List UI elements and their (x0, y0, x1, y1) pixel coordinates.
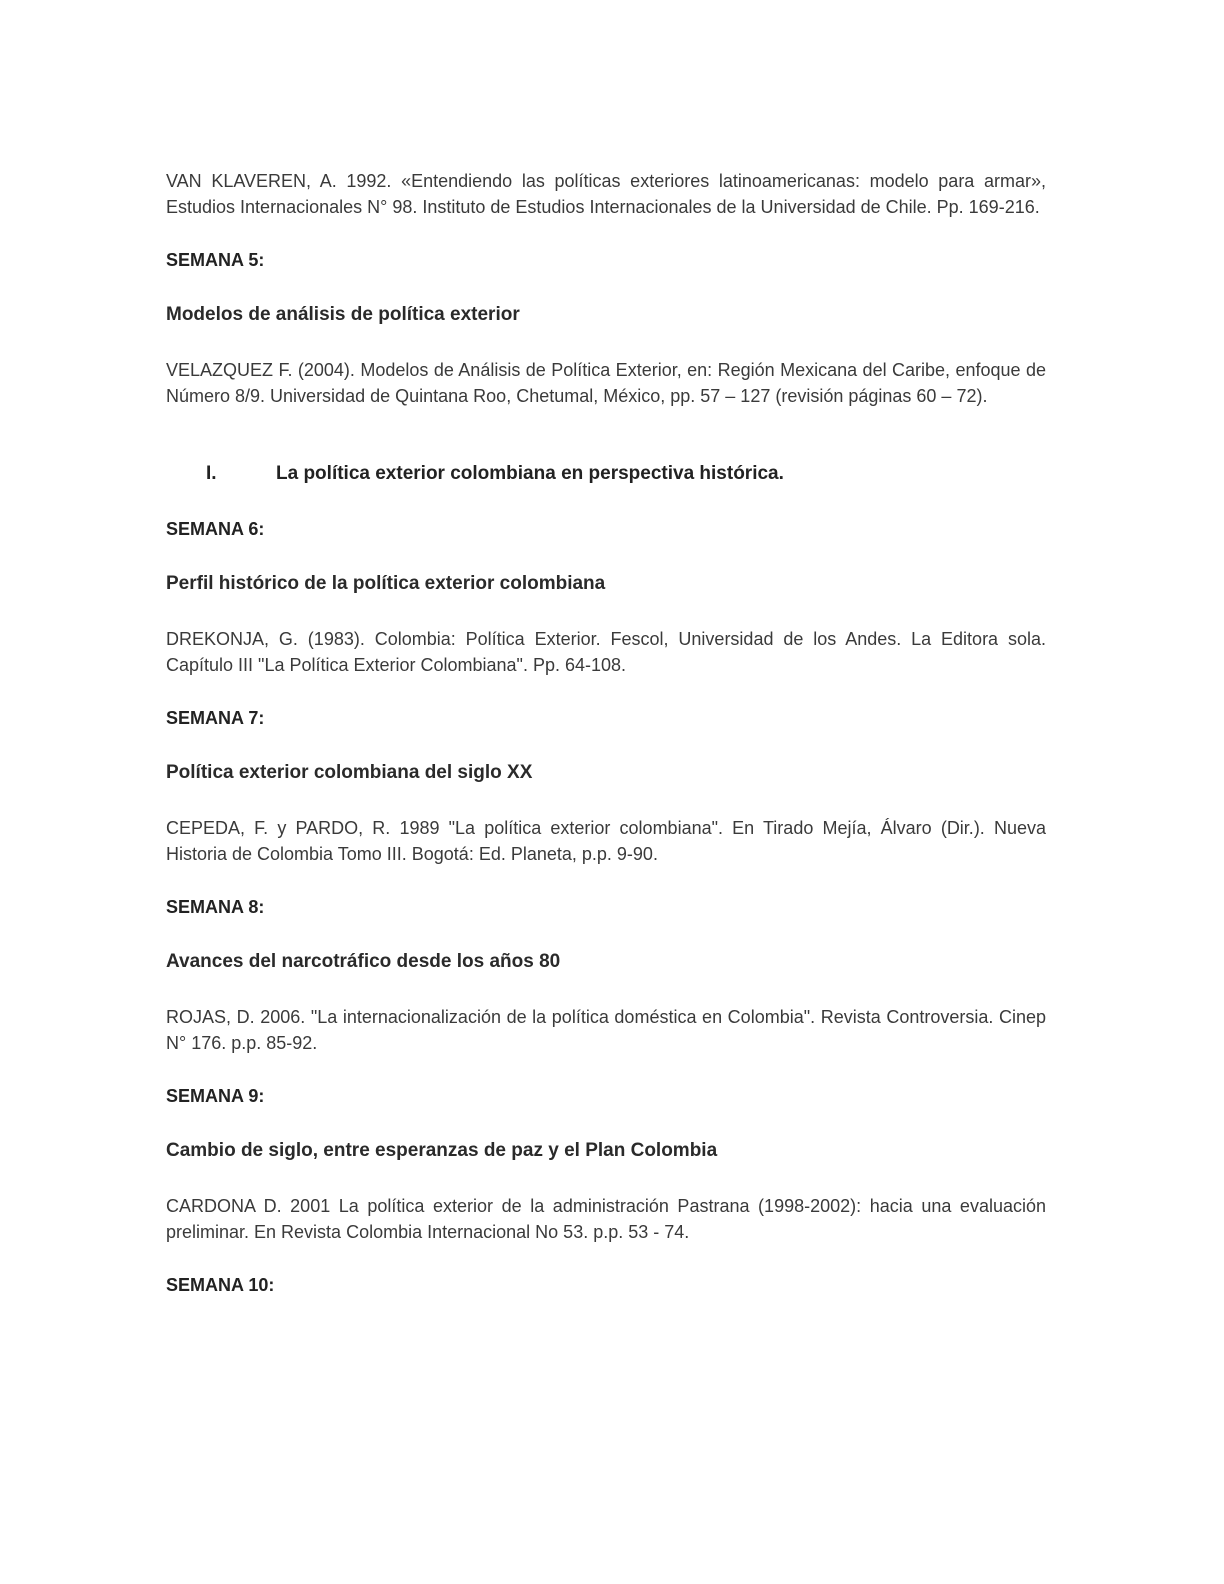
week-heading-6: SEMANA 6: (166, 519, 265, 539)
week-heading-7: SEMANA 7: (166, 708, 265, 728)
section-number: I. (206, 463, 217, 484)
reference-cepeda-pardo: CEPEDA, F. y PARDO, R. 1989 "La política exterior colombiana". En Tirado Mejía, Álvaro (Dir.). Nueva Historia de Colombia Tomo III. Bogotá: Ed. Planeta, p.p. 9-90. (166, 818, 1046, 864)
week-heading-5: SEMANA 5: (166, 250, 265, 270)
week-heading-8: SEMANA 8: (166, 897, 265, 917)
reference-cardona: CARDONA D. 2001 La política exterior de la administración Pastrana (1998-2002): hacia una evaluación preliminar. En Revista Colombia Internacional No 53. p.p. 53 - 74. (166, 1196, 1046, 1242)
topic-title-week-8: Avances del narcotráfico desde los años 80 (166, 951, 561, 972)
reference-drekonja: DREKONJA, G. (1983). Colombia: Política Exterior. Fescol, Universidad de los Andes. La Editora sola. Capítulo III "La Política Exterior Colombiana". Pp. 64-108. (166, 629, 1046, 675)
topic-title-week-5: Modelos de análisis de política exterior (166, 304, 520, 325)
topic-title-week-6: Perfil histórico de la política exterior colombiana (166, 573, 606, 594)
document-page (166, 168, 1046, 1327)
week-heading-9: SEMANA 9: (166, 1086, 265, 1106)
week-heading-10: SEMANA 10: (166, 1275, 275, 1295)
section-heading (166, 461, 1046, 487)
section-title: La política exterior colombiana en perspectiva histórica. (276, 463, 784, 484)
reference-velazquez: VELAZQUEZ F. (2004). Modelos de Análisis de Política Exterior, en: Región Mexicana del Caribe, enfoque de Número 8/9. Universidad de Quintana Roo, Chetumal, México, pp. 57 – 127 (revisión páginas 60 – 72). (166, 360, 1046, 406)
reference-van-klaveren: VAN KLAVEREN, A. 1992. «Entendiendo las políticas exteriores latinoamericanas: modelo para armar», Estudios Internacionales N° 98. Instituto de Estudios Internacionales de la Universidad de Chile. Pp. 169-216. (166, 171, 1046, 217)
topic-title-week-9: Cambio de siglo, entre esperanzas de paz y el Plan Colombia (166, 1140, 718, 1161)
reference-rojas: ROJAS, D. 2006. "La internacionalización de la política doméstica en Colombia". Revista Controversia. Cinep N° 176. p.p. 85-92. (166, 1007, 1046, 1053)
topic-title-week-7: Política exterior colombiana del siglo XX (166, 762, 533, 783)
